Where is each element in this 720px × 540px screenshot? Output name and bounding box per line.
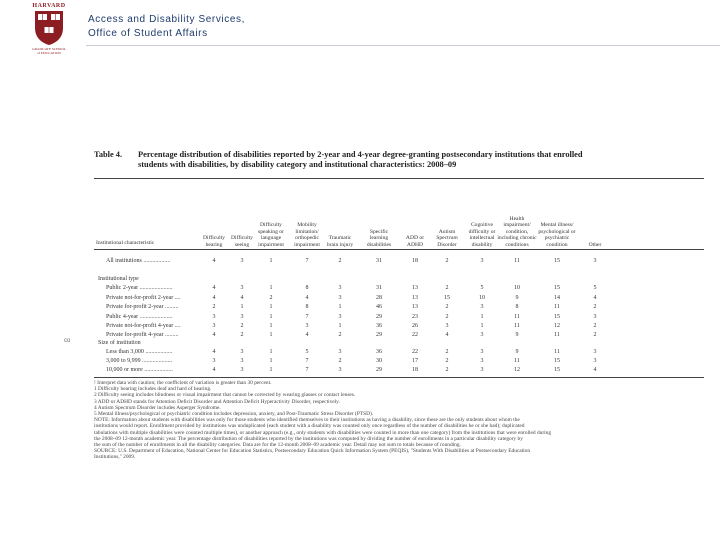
table-cell: 2 — [445, 258, 449, 264]
table-cell: 2 — [445, 349, 449, 355]
table-cell: 2 — [593, 323, 597, 329]
header-divider — [86, 45, 720, 46]
table-cell: 4 — [212, 332, 216, 338]
org-title-line1: Access and Disability Services, — [88, 14, 245, 25]
table-cell: 2 — [338, 332, 342, 338]
table-cell: 3 — [240, 314, 244, 320]
table-cell: 3 — [480, 358, 484, 364]
table-cell: 8 — [305, 304, 309, 310]
org-title — [88, 13, 245, 41]
table-cell: 4 — [212, 349, 216, 355]
table-cell: 1 — [240, 304, 244, 310]
harvard-gse-logo — [24, 3, 74, 61]
table-cell: 11 — [554, 349, 560, 355]
table-cell: 3 — [240, 285, 244, 291]
table-cell: 3 — [593, 349, 597, 355]
table-cell: 3 — [593, 358, 597, 364]
footnote-line: Institutions," 2009. — [94, 454, 136, 461]
table-cell: 4 — [593, 295, 597, 301]
row-label: 3,000 to 9,999 .................... — [106, 358, 173, 364]
table-cell: 2 — [445, 285, 449, 291]
column-header: Mental illness/ psychological or psychiatric condition — [538, 222, 576, 248]
table-cell: 3 — [240, 358, 244, 364]
table-cell: 15 — [554, 314, 560, 320]
column-header: Autism Spectrum Disorder — [436, 228, 458, 248]
table-cell: 18 — [412, 258, 418, 264]
footnote-line: 1 Difficulty hearing includes deaf and hard of hearing. — [94, 386, 212, 393]
table-cell: 2 — [240, 332, 244, 338]
table-cell: 11 — [514, 358, 520, 364]
table-caption-line2: students with disabilities, by disability category and institutional characteristics: 2008–09 — [138, 160, 457, 169]
table-cell: 31 — [376, 285, 382, 291]
table-cell: 5 — [593, 285, 597, 291]
table-cell: 14 — [554, 295, 560, 301]
table-cell: 11 — [514, 323, 520, 329]
row-label: Less than 3,000 .................. — [106, 349, 173, 355]
table-cell: 36 — [376, 323, 382, 329]
table-number: Table 4. — [94, 150, 123, 159]
table-top-rule — [94, 178, 704, 179]
logo-subtitle-line1: GRADUATE SCHOOL — [32, 47, 66, 51]
table-cell: 5 — [480, 285, 484, 291]
row-label: Public 2-year ...................... — [106, 285, 173, 291]
row-label: Size of institution — [98, 340, 141, 346]
table-cell: 15 — [554, 367, 560, 373]
table-cell: 15 — [444, 295, 450, 301]
table-cell: 1 — [269, 285, 273, 291]
table-cell: 2 — [593, 332, 597, 338]
table-cell: 22 — [412, 349, 418, 355]
table-cell: 9 — [515, 295, 519, 301]
column-header: Health impairment/ condition, including chronic conditions — [497, 215, 537, 248]
column-header: Difficulty hearing — [203, 235, 225, 248]
table-cell: 3 — [480, 258, 484, 264]
table-caption — [94, 150, 704, 170]
table-cell: 4 — [305, 332, 309, 338]
table-cell: 15 — [554, 358, 560, 364]
table-cell: 3 — [240, 349, 244, 355]
table-cell: 3 — [212, 358, 216, 364]
row-label: Private not-for-profit 2-year .... — [106, 295, 181, 301]
table-cell: 2 — [445, 314, 449, 320]
table-cell: 26 — [412, 323, 418, 329]
margin-mark: co — [64, 338, 71, 344]
table-cell: 7 — [305, 367, 309, 373]
table-cell: 2 — [338, 358, 342, 364]
table-cell: 3 — [338, 314, 342, 320]
table-cell: 2 — [338, 258, 342, 264]
table-cell: 1 — [338, 323, 342, 329]
logo-subtitle-line2: of EDUCATION — [37, 51, 61, 55]
table-cell: 15 — [554, 258, 560, 264]
table-footnotes — [94, 380, 694, 461]
table-cell: 9 — [515, 332, 519, 338]
row-label: 10,000 or more ................... — [106, 367, 173, 373]
table-cell: 4 — [240, 295, 244, 301]
table-cell: 31 — [376, 258, 382, 264]
table-cell: 3 — [305, 323, 309, 329]
row-label: All institutions .................. — [106, 258, 171, 264]
table-cell: 2 — [593, 304, 597, 310]
table-cell: 1 — [269, 323, 273, 329]
header-band — [0, 0, 720, 64]
table-cell: 4 — [212, 295, 216, 301]
table-cell: 2 — [212, 304, 216, 310]
table-cell: 2 — [445, 304, 449, 310]
column-header: Cognitive difficulty or intellectual disability — [468, 222, 496, 248]
footnote-line: the 2008–09 12-month academic year. The percentage distribution of disabilities reported by the institutions was computed by dividing the number of enrollments in a particular disability category by — [94, 435, 523, 442]
table-cell: 3 — [480, 349, 484, 355]
column-header: Other — [588, 241, 602, 248]
table-cell: 1 — [338, 304, 342, 310]
table-cell: 2 — [445, 358, 449, 364]
column-header: Mobility limitation/ orthopedic impairment — [294, 222, 320, 248]
table-cell: 9 — [515, 349, 519, 355]
table-cell: 3 — [480, 367, 484, 373]
column-header: Traumatic brain injury — [326, 235, 354, 248]
header-bottom-rule — [94, 249, 704, 250]
footnote-line: tabulations with multiple disabilities were counted multiple times), or another approach (e.g., only students with disabilities were counted in more than one category) from the institutions that were enrolled during — [94, 429, 552, 436]
footnote-line: SOURCE: U.S. Department of Education, National Center for Education Statistics, Postsecondary Education Quick Information System (PEQIS), "Students With Disabilities at Postsecondary Education — [94, 448, 531, 455]
table-cell: 11 — [514, 314, 520, 320]
table-cell: 1 — [480, 314, 484, 320]
table-cell: 8 — [515, 304, 519, 310]
table-cell: 5 — [305, 349, 309, 355]
table-cell: 3 — [338, 295, 342, 301]
table-cell: 1 — [269, 367, 273, 373]
table-cell: 3 — [445, 323, 449, 329]
table-cell: 15 — [554, 285, 560, 291]
table-cell: 3 — [338, 367, 342, 373]
table-cell: 3 — [240, 367, 244, 373]
table-cell: 11 — [514, 258, 520, 264]
table-cell: 2 — [445, 367, 449, 373]
table-cell: 46 — [376, 304, 382, 310]
table-cell: 4 — [305, 295, 309, 301]
table-cell: 7 — [305, 314, 309, 320]
table-cell: 4 — [593, 367, 597, 373]
footnote-line: 2 Difficulty seeing includes blindness or visual impairment that cannot be corrected by wearing glasses or contact lenses. — [94, 392, 356, 399]
table-cell: 3 — [480, 332, 484, 338]
column-header: Difficulty speaking or language impairment — [258, 222, 284, 248]
table-cell: 36 — [376, 349, 382, 355]
table-cell: 4 — [212, 285, 216, 291]
footnote-line: NOTE: Information about students with disabilities was only for those students who identified themselves to their institutions as having a disability, since these are the only students about whom the — [94, 417, 520, 424]
stub-header: Institutional characteristic — [96, 240, 155, 246]
table-cell: 3 — [593, 314, 597, 320]
table-cell: 3 — [212, 323, 216, 329]
table-cell: 3 — [338, 285, 342, 291]
table-cell: 4 — [212, 367, 216, 373]
table-cell: 3 — [212, 314, 216, 320]
table-cell: 10 — [479, 295, 485, 301]
table-cell: 1 — [269, 304, 273, 310]
shield-icon — [34, 10, 64, 46]
table-caption-line1: Percentage distribution of disabilities reported by 2-year and 4-year degree-granting postsecondary institutions that enrolled — [138, 150, 583, 159]
table-cell: 22 — [412, 332, 418, 338]
row-label: Institutional type — [98, 276, 139, 282]
column-header: ADD or ADHD — [405, 235, 425, 248]
table-cell: 7 — [305, 358, 309, 364]
table-cell: 8 — [305, 285, 309, 291]
table-cell: 13 — [412, 304, 418, 310]
row-label: Public 4-year ...................... — [106, 314, 173, 320]
table-cell: 10 — [514, 285, 520, 291]
row-label: Private for-profit 4-year ......... — [106, 332, 179, 338]
table-cell: 12 — [554, 323, 560, 329]
table-cell: 12 — [514, 367, 520, 373]
table-cell: 3 — [593, 258, 597, 264]
table-cell: 17 — [412, 358, 418, 364]
table-cell: 18 — [412, 367, 418, 373]
table-cell: 13 — [412, 285, 418, 291]
table-cell: 1 — [269, 332, 273, 338]
table-cell: 23 — [412, 314, 418, 320]
footnote-line: 3 ADD or ADHD stands for Attention Deficit Disorder and Attention Deficit Hyperactivity Disorder, respectively. — [94, 398, 340, 405]
table-cell: 3 — [240, 258, 244, 264]
footnote-line: ! Interpret data with caution; the coefficient of variation is greater than 30 percent. — [94, 380, 272, 386]
table-cell: 7 — [305, 258, 309, 264]
table-cell: 2 — [269, 295, 273, 301]
table-cell: 29 — [376, 332, 382, 338]
table-cell: 1 — [269, 349, 273, 355]
table-cell: 1 — [269, 258, 273, 264]
org-title-line2: Office of Student Affairs — [88, 28, 208, 39]
footnote-line: the sum of the number of enrollments in all the disability categories. Data are for the 12-month 2008–09 academic year. Detail may not sum to totals because of rounding. — [94, 442, 461, 449]
table-cell: 1 — [480, 323, 484, 329]
footnote-line: 5 Mental illness/psychological or psychiatric condition includes depression, anxiety, and Post-Traumatic Stress Disorder (PTSD). — [94, 411, 374, 418]
row-label: Private for-profit 2-year ......... — [106, 304, 179, 310]
table-cell: 13 — [412, 295, 418, 301]
table-cell: 3 — [480, 304, 484, 310]
table-cell: 1 — [269, 314, 273, 320]
table-cell: 1 — [269, 358, 273, 364]
scanned-table-document — [94, 148, 704, 478]
table-cell: 3 — [338, 349, 342, 355]
column-header: Difficulty seeing — [231, 235, 253, 248]
footnote-line: 4 Autism Spectrum Disorder includes Asperger Syndrome. — [94, 404, 221, 411]
table-cell: 4 — [445, 332, 449, 338]
table-cell: 30 — [376, 358, 382, 364]
logo-word: HARVARD — [32, 3, 66, 9]
table-bottom-rule — [94, 377, 704, 378]
table-cell: 4 — [212, 258, 216, 264]
column-header: Specific learning disabilities — [366, 228, 392, 248]
row-label: Private not-for-profit 4-year .... — [106, 323, 181, 329]
table-cell: 28 — [376, 295, 382, 301]
footnote-line: institutions would report. Enrollment provided by institutions was unduplicated (each student with a disability was counted only once regardless of the number of disabilities he or she had); duplicated — [94, 423, 525, 430]
table-cell: 11 — [554, 332, 560, 338]
table-cell: 29 — [376, 314, 382, 320]
table-cell: 2 — [240, 323, 244, 329]
table-cell: 29 — [376, 367, 382, 373]
table-cell: 11 — [554, 304, 560, 310]
